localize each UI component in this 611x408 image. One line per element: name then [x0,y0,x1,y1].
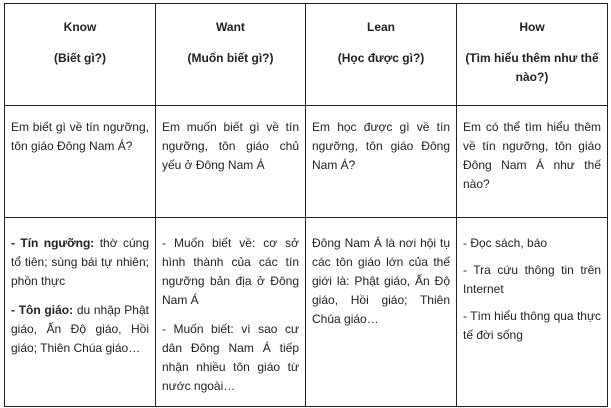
header-subtitle: (Muốn biết gì?) [187,51,274,65]
header-cell-want [156,4,306,106]
answer-cell-learn [306,218,457,407]
header-cell-how [457,4,608,106]
belief-paragraph [11,234,149,291]
kwlh-table [4,3,608,407]
religion-text: du nhập Phật giáo, Ấn Độ giáo, Hồi giáo; Thiên Chúa giáo… [11,303,149,355]
religion-label: - Tôn giáo: [11,303,74,317]
belief-label: - Tín ngưỡng: [11,236,95,250]
answer-cell-know [5,218,156,407]
answer-cell-how [457,218,608,407]
question-cell-know: Em biết gì về tín ngưỡng, tôn giáo Đông Nam Á? [5,106,156,218]
belief-text: thờ cúng tổ tiên; sùng bái tự nhiên; phồn thực [11,236,149,288]
question-cell-how: Em có thể tìm hiểu thêm về tín ngưỡng, tôn giáo Đông Nam Á như thế nào? [457,106,608,218]
header-title: Know [63,20,97,34]
header-row [5,4,608,106]
answer-row [5,218,608,407]
how-item-2: - Tra cứu thông tin trên Internet [463,263,601,296]
header-cell-know [5,4,156,106]
question-row [5,106,608,218]
want-item-1: - Muốn biết về: cơ sở hình thành của các tín ngưỡng bản địa ở Đông Nam Á [162,236,299,307]
religion-paragraph [11,301,149,358]
question-cell-want: Em muốn biết gì về tín ngưỡng, tôn giáo chủ yếu ở Đông Nam Á [156,106,306,218]
answer-cell-want [156,218,306,407]
header-title: How [519,20,545,34]
header-title: Want [216,20,245,34]
header-subtitle: (Học được gì?) [337,51,425,65]
header-subtitle: (Tìm hiểu thêm như thế nào?) [465,51,599,84]
want-item-2: - Muốn biết: vì sao cư dân Đông Nam Á tiếp nhận nhiều tôn giáo từ nước ngoài… [162,322,299,393]
header-subtitle: (Biết gì?) [54,51,106,65]
question-cell-learn: Em học được gì về tín ngưỡng, tôn giáo Đông Nam Á? [306,106,457,218]
how-item-1: - Đọc sách, báo [463,236,548,250]
learn-text: Đông Nam Á là nơi hội tụ các tôn giáo lớn của thế giới là: Phật giáo, Ấn Độ giáo, Hồi giáo; Thiên Chúa giáo… [312,236,450,326]
how-item-3: - Tìm hiểu thông qua thực tế đời sống [463,309,601,342]
header-cell-learn [306,4,457,106]
header-title: Lean [366,20,395,34]
